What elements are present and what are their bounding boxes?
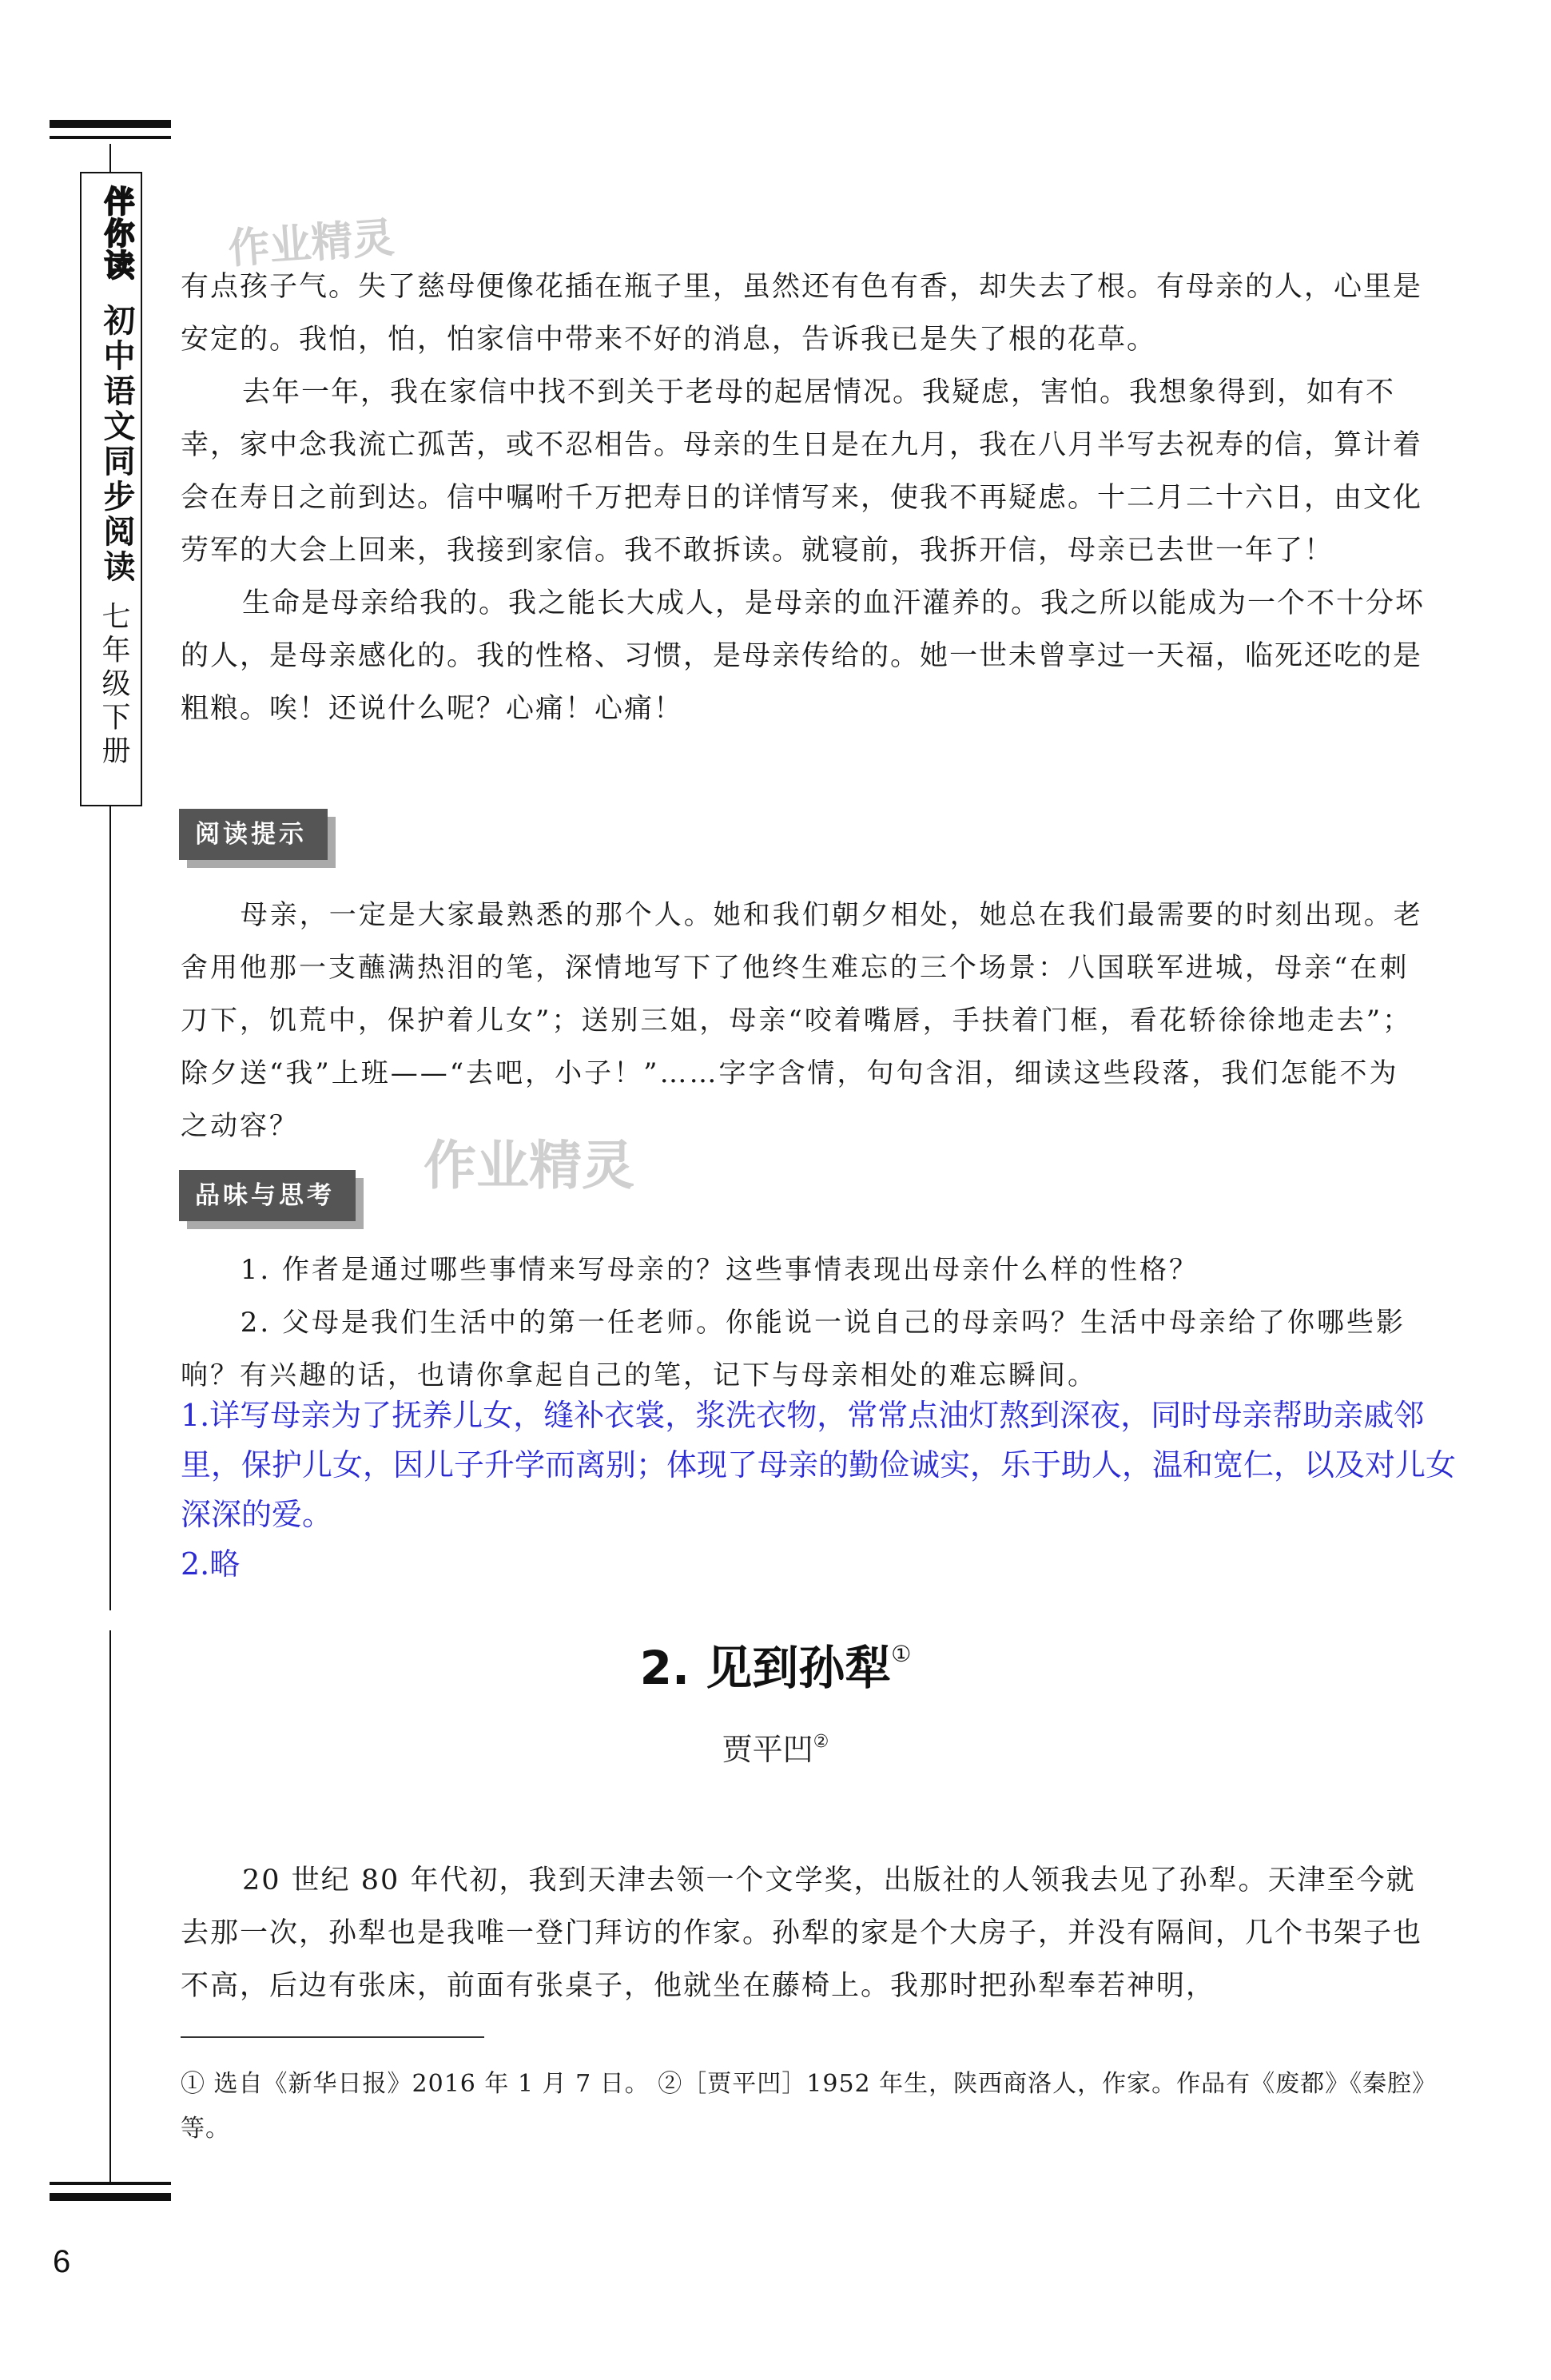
series-title: 初中语文同步阅读 (98, 304, 135, 585)
hint-paragraph: 母亲，一定是大家最熟悉的那个人。她和我们朝夕相处，她总在我们最需要的时刻出现。老舍用他那一支蘸满热泪的笔，深情地写下了他终生难忘的三个场景：八国联军进城，母亲“在刺刀下，饥荒中，保护着儿女”；送别三姐，母亲“咬着嘴唇，手扶着门框，看花轿徐徐地走去”；除夕送“我”上班——“去吧，小子！”……字字含情，句句含泪，细读这些段落，我们怎能不为之动容？ (181, 899, 1423, 1142)
title-footnote-mark: ① (891, 1641, 912, 1667)
paragraph: 有点孩子气。失了慈母便像花插在瓶子里，虽然还有色有香，却失去了根。有母亲的人，心里是安定的。我怕，怕，怕家信中带来不好的消息，告诉我已是失了根的花草。 (181, 271, 1423, 356)
reading-hint-label: 阅读提示 (179, 809, 328, 860)
answer-1: 1.详写母亲为了抚养儿女，缝补衣裳，浆洗衣物，常常点油灯熬到深夜，同时母亲帮助亲戚邻里，保护儿女，因儿子升学而离别；体现了母亲的勤俭诚实，乐于助人，温和宽仁，以及对儿女深深的爱。 (181, 1398, 1457, 1532)
series-grade: 七年级下册 (97, 601, 130, 769)
answer-2: 2.略 (181, 1546, 241, 1582)
top-rule-thin (50, 136, 171, 139)
watermark: 作业精灵 (226, 213, 396, 274)
footnote-rule (181, 2036, 484, 2038)
article-body (181, 1854, 1427, 2012)
answers (181, 1391, 1459, 1589)
footnote: ① 选自《新华日报》2016 年 1 月 7 日。 ②［贾平凹］1952 年生，陕西商洛人，作家。作品有《废都》《秦腔》等。 (181, 2070, 1426, 2143)
bottom-rule-thin (50, 2182, 171, 2185)
paragraph: 生命是母亲给我的。我之能长大成人，是母亲的血汗灌养的。我之所以能成为一个不十分坏的人，是母亲感化的。我的性格、习惯，是母亲传给的。她一世未曾享过一天福，临死还吃的是粗粮。唉！还说什么呢？心痛！心痛！ (181, 587, 1426, 725)
side-line-top (109, 144, 111, 172)
top-rule-thick (50, 120, 171, 128)
bottom-rule-thick (50, 2193, 171, 2201)
author-name: 贾平凹 (722, 1732, 813, 1767)
watermark: 作业精灵 (424, 1135, 634, 1196)
reading-hint-text (181, 889, 1427, 1152)
think-questions (181, 1244, 1427, 1402)
paragraph: 去年一年，我在家信中找不到关于老母的起居情况。我疑虑，害怕。我想象得到，如有不幸，家中念我流亡孤苦，或不忍相告。母亲的生日是在九月，我在八月半写去祝寿的信，算计着会在寿日之前到达。信中嘱咐千万把寿日的详情写来，使我不再疑虑。十二月二十六日，由文化劳军的大会上回来，我接到家信。我不敢拆读。就寝前，我拆开信，母亲已去世一年了！ (181, 376, 1423, 567)
article-author (0, 1725, 1551, 1769)
side-line-mid (109, 803, 111, 1610)
article-title (0, 1630, 1551, 1697)
passage-continued (181, 261, 1427, 735)
side-line-bottom (109, 1630, 111, 2182)
think-label: 品味与思考 (179, 1170, 356, 1221)
question: 1. 作者是通过哪些事情来写母亲的？这些事情表现出母亲什么样的性格？ (240, 1254, 1199, 1286)
page-number: 6 (53, 2244, 71, 2279)
author-footnote-mark: ② (813, 1732, 829, 1752)
article-title-text: 2. 见到孙犁 (639, 1641, 892, 1695)
series-brand: 伴你读 (99, 185, 134, 281)
paragraph: 20 世纪 80 年代初，我到天津去领一个文学奖，出版社的人领我去见了孙犁。天津至今就去那一次，孙犁也是我唯一登门拜访的作家。孙犁的家是个大房子，并没有隔间，几个书架子也不高，后边有张床，前面有张桌子，他就坐在藤椅上。我那时把孙犁奉若神明， (181, 1865, 1423, 2002)
question: 2. 父母是我们生活中的第一任老师。你能说一说自己的母亲吗？生活中母亲给了你哪些影响？有兴趣的话，也请你拿起自己的笔，记下与母亲相处的难忘瞬间。 (181, 1307, 1406, 1391)
